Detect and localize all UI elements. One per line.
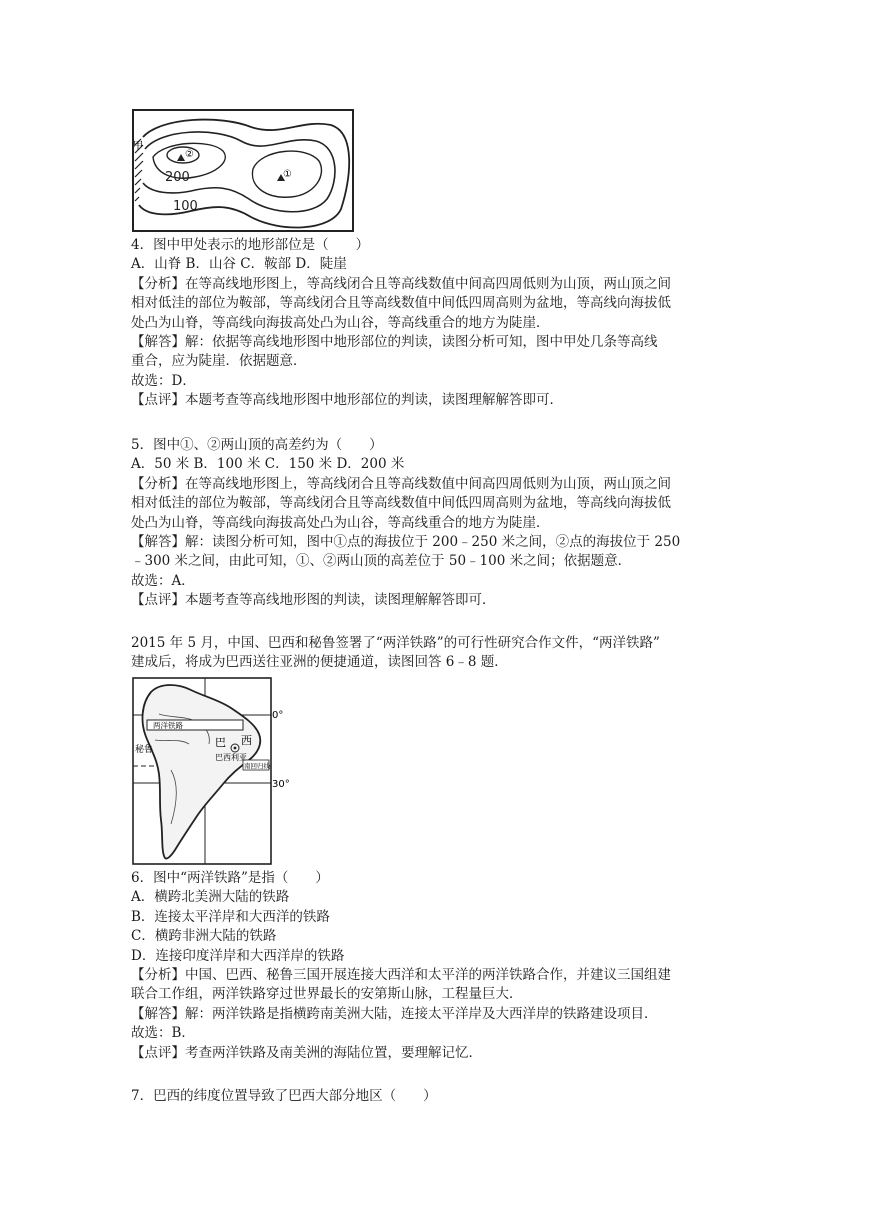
q6-analysis-line-2: 联合工作组，两洋铁路穿过世界最长的安第斯山脉，工程量巨大． [131,986,523,1003]
q5-analysis-line-3: 处凸为山脊，等高线向海拔高处凸为山谷，等高线重合的地方为陡崖． [131,514,550,531]
q4-analysis-line-1: 【分析】在等高线地形图上，等高线闭合且等高线数值中间高四周低则为山顶，两山顶之间 [131,275,671,292]
label-100: 100 [173,199,198,214]
question-5 [131,436,731,611]
q5-answer-line-1: 【解答】解：读图分析可知，图中①点的海拔位于 200﹣250 米之间，②点的海拔位于 250 [131,534,681,551]
q6-comment: 【点评】考查两洋铁路及南美洲的海陆位置，要理解记忆． [131,1044,482,1061]
label-brazil: 巴 [215,736,226,749]
question-4 [131,236,731,411]
label-peru: 秘鲁 [135,745,154,755]
intro-line-2: 建成后，将成为巴西送往亚洲的便捷通道，读图回答 6﹣8 题． [131,654,508,671]
q5-choice: 故选：A． [131,572,195,589]
q5-answer-line-2: ﹣300 米之间，由此可知，①、②两山顶的高差位于 50﹣100 米之间；依据题意． [131,553,632,570]
q5-options: A．50 米 B．100 米 C．150 米 D．200 米 [131,456,405,473]
q6-option-a: A．横跨北美洲大陆的铁路 [131,889,290,906]
contour-map-figure [131,109,355,233]
q5-analysis-line-1: 【分析】在等高线地形图上，等高线闭合且等高线数值中间高四周低则为山顶，两山顶之间 [131,475,671,492]
q4-analysis-line-3: 处凸为山脊，等高线向海拔高处凸为山谷，等高线重合的地方为陡崖． [131,314,550,331]
label-0deg: 0° [272,710,284,721]
label-tropic: 南回归线 [244,762,270,770]
intro-6-8 [131,634,731,673]
marker-1: ① [283,169,292,180]
q4-answer-line-1: 【解答】解：依据等高线地形图中地形部位的判读，读图分析可知，图中甲处几条等高线 [131,334,658,351]
q7-stem: 7．巴西的纬度位置导致了巴西大部分地区（ ） [131,1088,437,1104]
question-7 [131,1087,731,1106]
q6-option-d: D．连接印度洋岸和大西洋岸的铁路 [131,947,345,964]
label-200: 200 [165,170,190,185]
label-jia: 甲 [133,141,143,152]
label-30deg: 30° [272,779,290,790]
q4-choice: 故选：D． [131,372,196,389]
q5-analysis-line-2: 相对低洼的部位为鞍部，等高线闭合且等高线数值中间低四周高则为盆地，等高线向海拔低 [131,495,671,512]
q6-stem: 6．图中“两洋铁路”是指（ ） [131,870,329,886]
q4-analysis-line-2: 相对低洼的部位为鞍部，等高线闭合且等高线数值中间低四周高则为盆地，等高线向海拔低 [131,295,671,312]
label-railway: 两洋铁路 [153,721,183,730]
q4-stem: 4．图中甲处表示的地形部位是（ ） [131,237,370,253]
south-america-map-figure [131,674,291,868]
q6-choice: 故选：B． [131,1025,195,1042]
q5-comment: 【点评】本题考查等高线地形图的判读，读图理解解答即可． [131,592,496,609]
intro-line-1: 2015 年 5 月，中国、巴西和秘鲁签署了“两洋铁路”的可行性研究合作文件，“两洋铁路” [131,635,660,651]
q6-answer: 【解答】解：两洋铁路是指横跨南美洲大陆，连接太平洋岸及大西洋岸的铁路建设项目． [131,1005,658,1022]
q4-answer-line-2: 重合，应为陡崖．依据题意． [131,353,307,370]
q6-analysis-line-1: 【分析】中国、巴西、秘鲁三国开展连接大西洋和太平洋的两洋铁路合作，并建议三国组建 [131,967,671,984]
label-brasilia: 巴西利亚 [215,753,247,762]
q4-options: A．山脊 B．山谷 C．鞍部 D．陡崖 [131,256,347,273]
label-brazil-2: 西 [241,734,252,747]
q6-option-b: B．连接太平洋岸和大西洋的铁路 [131,908,330,925]
q4-comment: 【点评】本题考查等高线地形图中地形部位的判读，读图理解解答即可． [131,392,563,409]
question-6 [131,869,731,1063]
q5-stem: 5．图中①、②两山顶的高差约为（ ） [131,437,383,453]
q6-option-c: C．横跨非洲大陆的铁路 [131,928,277,945]
marker-2: ② [185,149,194,160]
